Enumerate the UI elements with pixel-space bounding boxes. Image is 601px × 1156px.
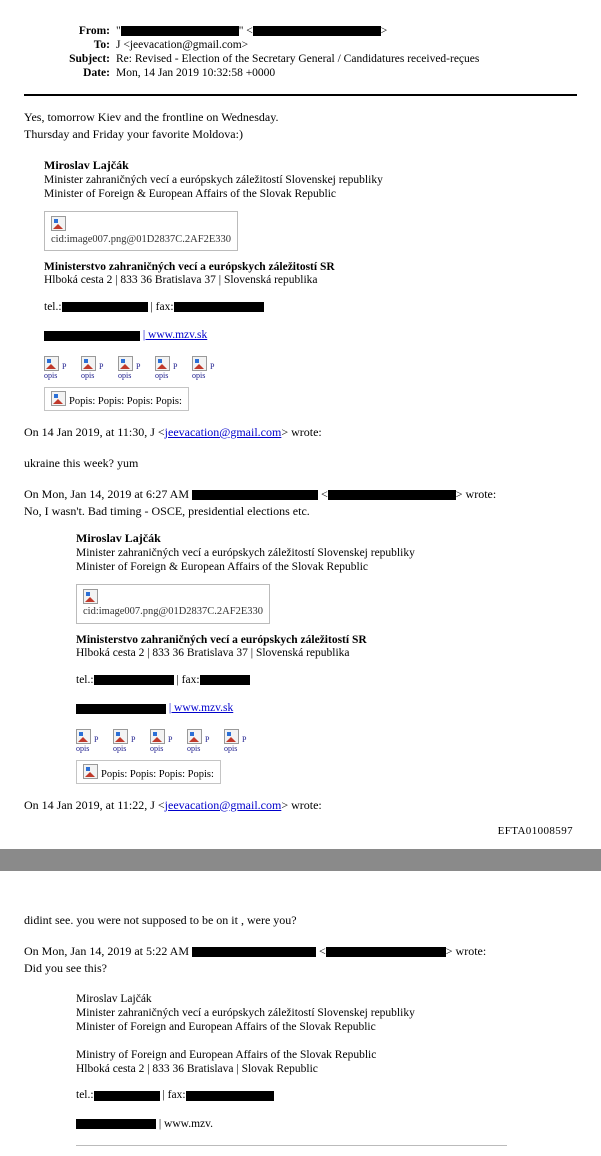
signature2-org: Ministerstvo zahraničných vecí a európskych záležitostí SR: [76, 634, 367, 647]
quote-1-prefix: On 14 Jan 2019, at 11:30, J <: [24, 424, 165, 439]
signature2-image-placeholder: [76, 584, 270, 624]
redaction-contact-extra: [44, 331, 140, 341]
page2-quote-header: [24, 944, 577, 959]
broken-image-icon: [118, 356, 133, 371]
thumbnail-caption: opis: [76, 743, 90, 753]
quote-3-email-link[interactable]: jeevacation@gmail.com: [164, 797, 282, 812]
from-bracket-close: >: [380, 25, 388, 37]
signature2-address: Hlboká cesta 2 | 833 36 Bratislava 37 | Slovenská republika: [76, 647, 350, 660]
popis-text-2: Popis: Popis: Popis: Popis:: [101, 768, 214, 780]
document-page-2: [0, 871, 601, 1156]
signature-name: Miroslav Lajčák: [44, 158, 129, 172]
redaction-from-name: [121, 26, 239, 36]
header-divider: [24, 94, 577, 96]
subject-label: Subject:: [69, 53, 110, 65]
fax-label: | fax:: [176, 673, 200, 686]
website-link-2[interactable]: | www.mzv.sk: [168, 702, 234, 715]
page2-sig-address: Hlboká cesta 2 | 833 36 Bratislava | Slovak Republic: [76, 1062, 318, 1075]
page2-quote-mid: <: [319, 943, 326, 958]
redaction-fax: [174, 302, 264, 312]
quote-1-body: ukraine this week? yum: [24, 455, 139, 470]
thumbnail-label: P: [173, 362, 178, 372]
redaction-from-address: [253, 26, 381, 36]
thumbnail-caption: opis: [187, 743, 201, 753]
quote-header-1: [24, 425, 577, 440]
bates-stamp: EFTA01008597: [497, 824, 573, 837]
page2-sig-title-en: Minister of Foreign and European Affairs of the Slovak Republic: [76, 1020, 376, 1033]
quote-3-suffix: > wrote:: [281, 797, 322, 812]
tel-label: tel.:: [44, 300, 62, 313]
page2-quote-suffix: > wrote:: [445, 943, 487, 958]
thumbnail-label: P: [62, 362, 67, 372]
signature2-image-cid: cid:image007.png@01D2837C.2AF2E330: [83, 606, 263, 618]
signature-image-placeholder: [44, 211, 238, 251]
signature2-name: Miroslav Lajčák: [76, 530, 161, 545]
thumbnail-2[interactable]: [113, 729, 143, 754]
signature2-title-en: Minister of Foreign & European Affairs of the Slovak Republic: [76, 560, 369, 573]
from-bracket-open: <: [246, 25, 253, 37]
quote-2-suffix: > wrote:: [455, 486, 497, 501]
thumbnail-caption: opis: [155, 371, 169, 381]
redaction-tel-2: [94, 675, 174, 685]
signature-block-1: [44, 158, 577, 411]
date-value: Mon, 14 Jan 2019 10:32:58 +0000: [116, 67, 276, 79]
from-value: [116, 24, 479, 38]
redaction-page2-name: [192, 947, 316, 957]
page2-footer-divider: [76, 1145, 507, 1146]
tel-label: tel.:: [76, 1089, 94, 1102]
page2-signature-block: [76, 992, 577, 1147]
redaction-quote2-name: [192, 490, 318, 500]
thumbnail-label: P: [99, 362, 104, 372]
popis-text: Popis: Popis: Popis: Popis:: [69, 395, 182, 407]
to-label: To:: [93, 39, 110, 51]
redaction-page2-extra: [76, 1119, 156, 1129]
page-separator: [0, 849, 601, 871]
broken-image-icon: [192, 356, 207, 371]
thumbnail-caption: opis: [150, 743, 164, 753]
thumbnail-label: P: [94, 735, 99, 745]
thumbnail-label: P: [210, 362, 215, 372]
quote-header-3: [24, 798, 577, 813]
signature-title-en: Minister of Foreign & European Affairs of the Slovak Republic: [44, 188, 337, 201]
broken-image-icon: [150, 729, 165, 744]
page2-sig-name: Miroslav Lajčák: [76, 992, 152, 1005]
fax-label: | fax:: [162, 1089, 186, 1102]
thumbnail-4[interactable]: [155, 356, 185, 381]
date-label: Date:: [83, 67, 110, 79]
redaction-page2-tel: [94, 1091, 160, 1101]
page2-sig-org: Ministry of Foreign and European Affairs of the Slovak Republic: [76, 1048, 377, 1061]
signature-title-sk: Minister zahraničných vecí a európskych záležitostí Slovenskej republiky: [44, 174, 383, 186]
page2-contact-line: [76, 1087, 577, 1104]
broken-image-icon: [187, 729, 202, 744]
website-link[interactable]: | www.mzv.sk: [142, 329, 208, 342]
header-row-from: [24, 24, 479, 38]
broken-image-icon: [76, 729, 91, 744]
redaction-page2-fax: [186, 1091, 274, 1101]
popis-image-placeholder: [44, 387, 189, 411]
to-value: J <jeevacation@gmail.com>: [116, 39, 249, 51]
thumbnail-caption: opis: [192, 371, 206, 381]
thumbnail-caption: opis: [81, 371, 95, 381]
thumbnail-1[interactable]: [76, 729, 106, 754]
thumbnail-caption: opis: [118, 371, 132, 381]
thumbnail-label: P: [131, 735, 136, 745]
signature2-contact-line: [76, 672, 577, 689]
signature-address: Hlboká cesta 2 | 833 36 Bratislava 37 | Slovenská republika: [44, 274, 318, 287]
fax-label: | fax:: [150, 300, 174, 313]
thumbnail-4[interactable]: [187, 729, 217, 754]
signature2-website-line: [76, 700, 577, 717]
message-line-1: Yes, tomorrow Kiev and the frontline on Wednesday.: [24, 110, 279, 124]
quote-1-email-link[interactable]: jeevacation@gmail.com: [164, 424, 282, 439]
thumbnail-5[interactable]: [192, 356, 222, 381]
redaction-fax-2: [200, 675, 250, 685]
page2-quote-prefix: On Mon, Jan 14, 2019 at 5:22 AM: [24, 943, 189, 958]
broken-image-icon: [83, 764, 98, 779]
header-row-to: [24, 38, 479, 52]
quote-3-prefix: On 14 Jan 2019, at 11:22, J <: [24, 797, 165, 812]
header-row-subject: [24, 52, 479, 66]
quote-1-suffix: > wrote:: [281, 424, 322, 439]
from-label: From:: [78, 25, 110, 37]
popis-image-placeholder-2: [76, 760, 221, 784]
quote-2-prefix: On Mon, Jan 14, 2019 at 6:27 AM: [24, 486, 189, 501]
thumbnail-1[interactable]: [44, 356, 74, 381]
quote-2-body: No, I wasn't. Bad timing - OSCE, presidential elections etc.: [24, 503, 310, 518]
signature2-title-sk: Minister zahraničných vecí a európskych záležitostí Slovenskej republiky: [76, 546, 415, 559]
from-quote-close: ": [238, 25, 244, 37]
redaction-tel: [62, 302, 148, 312]
broken-image-icon: [51, 216, 66, 231]
header-row-date: [24, 66, 479, 80]
thumbnail-label: P: [136, 362, 141, 372]
page2-line-1: didint see. you were not supposed to be on it , were you?: [24, 912, 297, 927]
thumbnail-2[interactable]: [81, 356, 111, 381]
signature-block-2: [76, 531, 577, 784]
email-header: [24, 24, 479, 80]
signature-org: Ministerstvo zahraničných vecí a európskych záležitostí SR: [44, 261, 335, 274]
thumbnail-caption: opis: [113, 743, 127, 753]
page2-website-line: [76, 1116, 577, 1133]
broken-image-icon: [113, 729, 128, 744]
signature-contact-line: [44, 299, 577, 316]
redaction-contact-extra-2: [76, 704, 166, 714]
quote-2-mid: <: [321, 486, 328, 501]
page2-sig-title-sk: Minister zahraničných vecí a európskych záležitostí Slovenskej republiky: [76, 1006, 415, 1019]
broken-image-icon: [155, 356, 170, 371]
broken-image-icon: [44, 356, 59, 371]
broken-image-icon: [51, 391, 66, 406]
quote-header-2: [24, 487, 577, 502]
thumbnail-caption: opis: [44, 371, 58, 381]
redaction-page2-email: [326, 947, 446, 957]
thumbnail-3[interactable]: [150, 729, 180, 754]
thumbnail-5[interactable]: [224, 729, 254, 754]
signature-website-line: [44, 327, 577, 344]
thumbnail-label: P: [168, 735, 173, 745]
thumbnail-3[interactable]: [118, 356, 148, 381]
message-line-2: Thursday and Friday your favorite Moldova:): [24, 127, 243, 141]
from-quote-open: ": [116, 25, 121, 37]
signature-image-cid: cid:image007.png@01D2837C.2AF2E330: [51, 233, 231, 245]
page2-quote-body: Did you see this?: [24, 960, 107, 975]
redaction-quote2-email: [328, 490, 456, 500]
social-thumbnails: [44, 356, 577, 381]
thumbnail-label: P: [242, 735, 247, 745]
broken-image-icon: [81, 356, 96, 371]
broken-image-icon: [224, 729, 239, 744]
thumbnail-label: P: [205, 735, 210, 745]
page2-website: | www.mzv.: [158, 1117, 214, 1130]
social-thumbnails-2: [76, 729, 577, 754]
subject-value: Re: Revised - Election of the Secretary General / Candidatures received-reçues: [116, 53, 480, 65]
broken-image-icon: [83, 589, 98, 604]
tel-label: tel.:: [76, 673, 94, 686]
thumbnail-caption: opis: [224, 743, 238, 753]
